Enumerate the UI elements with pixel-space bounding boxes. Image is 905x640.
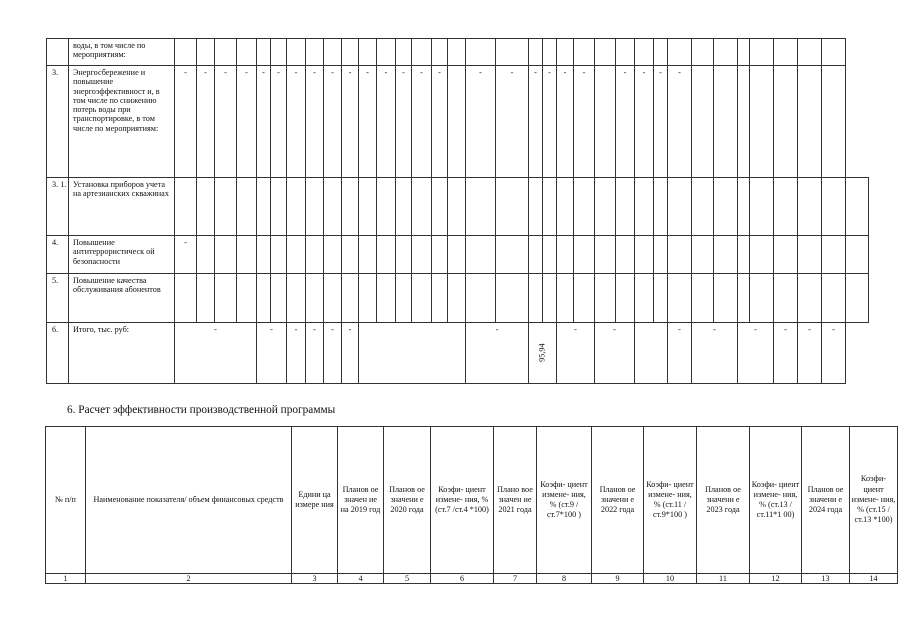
- column-header: Планов ое значени е 2023 года: [697, 427, 750, 574]
- value-cell: [595, 39, 616, 66]
- value-cell: [448, 66, 466, 178]
- value-cell: -: [271, 66, 287, 178]
- value-cell: -: [668, 323, 692, 384]
- column-number: 6: [431, 574, 494, 584]
- value-cell: -: [215, 66, 237, 178]
- value-cell: -: [668, 66, 692, 178]
- column-header: Планов ое значен ие на 2019 год: [338, 427, 384, 574]
- column-header: Коэфи- циент измене- ния, % (ст.7 /ст.4 *100): [431, 427, 494, 574]
- value-cell: -: [324, 323, 342, 384]
- value-cell: [692, 66, 714, 178]
- value-cell: -: [635, 66, 654, 178]
- value-cell: -: [324, 66, 342, 178]
- value-cell: -: [257, 323, 287, 384]
- column-number: 5: [384, 574, 431, 584]
- value-cell: -: [175, 323, 257, 384]
- value-cell: -: [543, 66, 557, 178]
- value-cell: -: [798, 323, 822, 384]
- value-cell: [175, 39, 197, 66]
- value-cell: -: [822, 323, 846, 384]
- value-cell: [257, 39, 271, 66]
- row-number: 3. 1.: [47, 178, 69, 236]
- value-cell: [692, 39, 714, 66]
- value-cell: -: [287, 323, 306, 384]
- value-cell: -: [306, 66, 324, 178]
- column-header: Планов ое значени е 2024 года: [802, 427, 850, 574]
- continued-finance-table: [46, 38, 869, 384]
- row-number: 4.: [47, 236, 69, 274]
- column-number: 1: [46, 574, 86, 584]
- value-cell: [215, 39, 237, 66]
- efficiency-table: [45, 426, 898, 584]
- value-cell: -: [287, 66, 306, 178]
- value-cell: [654, 39, 668, 66]
- header-row: [46, 427, 898, 574]
- column-number: 3: [292, 574, 338, 584]
- value-cell: [287, 39, 306, 66]
- column-header: Коэфи- циент измене- ния, % (ст.15 /ст.13 *100): [850, 427, 898, 574]
- table-row: [47, 66, 869, 178]
- column-header: Едини ца измере ния: [292, 427, 338, 574]
- value-cell: -: [175, 66, 197, 178]
- table-row: [47, 39, 869, 66]
- column-number: 7: [494, 574, 537, 584]
- value-cell: -: [342, 323, 359, 384]
- column-header: Коэфи- циент измене- ния, % (ст.13 /ст.11*1 00): [750, 427, 802, 574]
- value-cell: [412, 39, 432, 66]
- value-cell: -: [496, 66, 529, 178]
- value-cell: [616, 39, 635, 66]
- value-cell: -: [595, 323, 635, 384]
- column-header: № п/п: [46, 427, 86, 574]
- value-cell: [324, 39, 342, 66]
- row-number: 5.: [47, 274, 69, 323]
- section-title: 6. Расчет эффективности производственной программы: [67, 404, 336, 416]
- row-name: Установка приборов учета на артезианских скважинах: [69, 178, 175, 236]
- row-number: 6.: [47, 323, 69, 384]
- value-cell: [714, 66, 738, 178]
- value-cell: -: [654, 66, 668, 178]
- value-cell: -: [306, 323, 324, 384]
- column-number: 4: [338, 574, 384, 584]
- value-cell: -: [616, 66, 635, 178]
- column-number: 11: [697, 574, 750, 584]
- value-cell: [448, 39, 466, 66]
- value-cell: -: [359, 66, 377, 178]
- column-number: 12: [750, 574, 802, 584]
- value-cell: -: [466, 66, 496, 178]
- column-header: Плано вое значен ие 2021 года: [494, 427, 537, 574]
- value-cell: -: [692, 323, 738, 384]
- value-cell: -: [574, 66, 595, 178]
- row-name: воды, в том числе по мероприятиям:: [69, 39, 175, 66]
- value-cell: [306, 39, 324, 66]
- column-header: Наименование показателя/ объем финансовых средств: [86, 427, 292, 574]
- column-header: Коэфи- циент измене- ния, % (ст.11 /ст.9*100 ): [644, 427, 697, 574]
- table-row: [47, 274, 869, 323]
- value-cell: -: [529, 66, 543, 178]
- row-number: 3.: [47, 66, 69, 178]
- value-cell: [574, 39, 595, 66]
- value-cell: -: [342, 66, 359, 178]
- value-cell: [714, 39, 738, 66]
- value-cell: [342, 39, 359, 66]
- value-cell: -: [257, 66, 271, 178]
- row-name: Повышение качества обслуживания абонентов: [69, 274, 175, 323]
- value-cell: -: [197, 66, 215, 178]
- value-cell: [359, 39, 377, 66]
- value-cell: -: [412, 66, 432, 178]
- row-name: Итого, тыс. руб:: [69, 323, 175, 384]
- column-number-row: [46, 574, 898, 584]
- column-header: Планов ое значени е 2020 года: [384, 427, 431, 574]
- value-cell: [197, 39, 215, 66]
- value-cell-rotated: 95,94: [529, 323, 557, 384]
- value-cell: [496, 39, 529, 66]
- value-cell: -: [237, 66, 257, 178]
- value-cell: [271, 39, 287, 66]
- value-cell: [466, 39, 496, 66]
- value-cell: -: [557, 323, 595, 384]
- value-cell: -: [396, 66, 412, 178]
- column-number: 8: [537, 574, 592, 584]
- value-cell: -: [774, 323, 798, 384]
- total-row: [47, 323, 869, 384]
- value-cell: [635, 323, 668, 384]
- value-cell: -: [466, 323, 529, 384]
- value-cell: -: [377, 66, 396, 178]
- value-cell: [529, 39, 543, 66]
- value-cell: [543, 39, 557, 66]
- value-cell: [668, 39, 692, 66]
- value-cell: [237, 39, 257, 66]
- value-cell: -: [432, 66, 448, 178]
- value-cell: [557, 39, 574, 66]
- row-number: [47, 39, 69, 66]
- column-number: 10: [644, 574, 697, 584]
- value-cell: -: [738, 323, 774, 384]
- value-cell: [396, 39, 412, 66]
- row-name: Энергосбережение и повышение энергоэффективност и, в том числе по снижению потерь воды при транспортировке, в том числе по мероприятиям:: [69, 66, 175, 178]
- value-cell: [635, 39, 654, 66]
- column-number: 2: [86, 574, 292, 584]
- column-number: 14: [850, 574, 898, 584]
- value-cell: [377, 39, 396, 66]
- value-cell: -: [557, 66, 574, 178]
- column-number: 13: [802, 574, 850, 584]
- table-row: [47, 236, 869, 274]
- row-name: Повышение антитеррористическ ой безопасности: [69, 236, 175, 274]
- column-number: 9: [592, 574, 644, 584]
- value-cell: [432, 39, 448, 66]
- value-cell: -: [175, 236, 197, 274]
- value-cell: [595, 66, 616, 178]
- table-row: [47, 178, 869, 236]
- column-header: Планов ое значени е 2022 года: [592, 427, 644, 574]
- value-cell: [359, 323, 466, 384]
- column-header: Коэфи- циент измене- ния, % (ст.9 /ст.7*100 ): [537, 427, 592, 574]
